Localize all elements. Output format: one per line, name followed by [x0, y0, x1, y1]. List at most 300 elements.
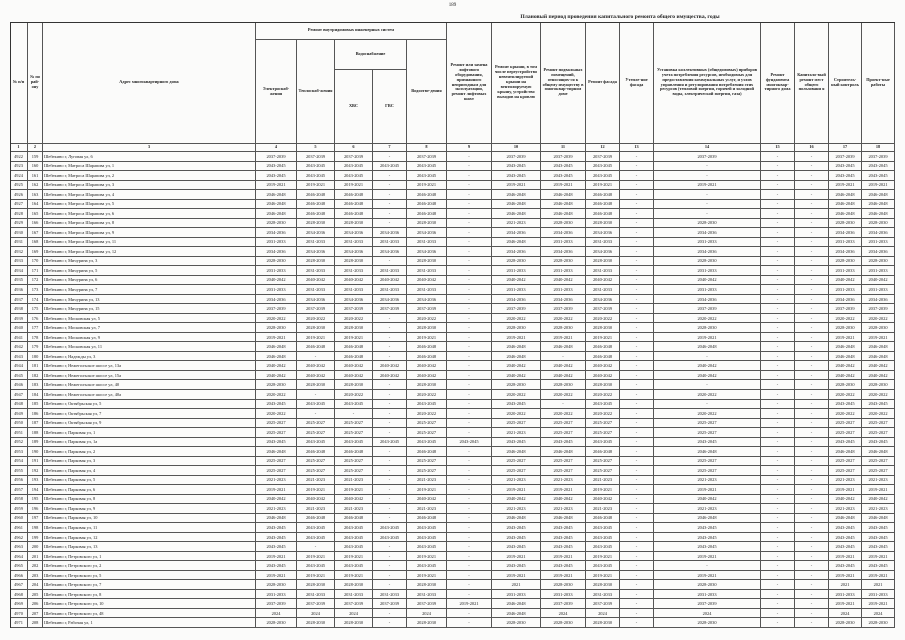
table-cell: 2028-2030 — [256, 219, 297, 229]
table-cell: 2031-2033 — [256, 590, 297, 600]
table-cell: 2043-2045 — [492, 162, 541, 172]
table-cell: 2043-2045 — [492, 438, 541, 448]
table-cell: 2043-2045 — [297, 162, 335, 172]
table-cell: 2037-2039 — [407, 599, 447, 609]
table-cell: 2019-2021 — [492, 552, 541, 562]
table-cell: - — [620, 295, 654, 305]
table-cell: - — [795, 342, 829, 352]
table-cell: 194 — [28, 485, 43, 495]
table-cell: 2043-2045 — [297, 561, 335, 571]
table-cell: 2028-2030 — [654, 323, 761, 333]
table-cell: 2021 — [829, 580, 862, 590]
table-cell: 2031-2033 — [373, 590, 407, 600]
table-cell: 2025-2027 — [256, 419, 297, 429]
column-number: 7 — [373, 144, 407, 152]
table-cell: 4937 — [10, 295, 28, 305]
table-cell: 2020-2022 — [492, 390, 541, 400]
table-cell: - — [761, 419, 795, 429]
table-cell: 2043-2045 — [297, 438, 335, 448]
table-cell: 2031-2033 — [654, 590, 761, 600]
table-cell: - — [620, 200, 654, 210]
table-cell: 2043-2045 — [862, 438, 895, 448]
table-cell: 2040-2042 — [297, 361, 335, 371]
table-cell: 2040-2042 — [541, 371, 586, 381]
table-cell: 2020-2022 — [654, 409, 761, 419]
table-cell: - — [447, 495, 492, 505]
table-cell: 2025-2027 — [297, 466, 335, 476]
table-cell: 2031-2033 — [862, 285, 895, 295]
table-cell: 2019-2021 — [829, 485, 862, 495]
table-cell: 2031-2033 — [297, 285, 335, 295]
table-cell: 2046-2048 — [586, 190, 620, 200]
table-cell: - — [447, 295, 492, 305]
table-cell: 2046-2048 — [256, 200, 297, 210]
table-cell: 2037-2039 — [297, 304, 335, 314]
table-cell: 2040-2042 — [407, 371, 447, 381]
table-cell: 2024 — [654, 609, 761, 619]
table-cell: 2019-2021 — [586, 571, 620, 581]
table-cell: 2040-2042 — [373, 361, 407, 371]
table-cell: - — [447, 457, 492, 467]
header-hot-water: ГВС — [373, 70, 407, 144]
table-cell: - — [620, 533, 654, 543]
table-cell: 2028-2030 — [586, 618, 620, 628]
table-cell: - — [761, 323, 795, 333]
table-cell: 2037-2039 — [256, 599, 297, 609]
table-cell: 2034-2036 — [862, 228, 895, 238]
address-cell: Шебекино г, Матроса Шарапова ул, 12 — [43, 247, 256, 257]
table-cell: 2031-2033 — [373, 285, 407, 295]
table-cell: 2043-2045 — [654, 542, 761, 552]
table-cell: 2021-2023 — [541, 504, 586, 514]
table-cell: - — [761, 523, 795, 533]
table-cell: 2020-2022 — [586, 390, 620, 400]
table-cell: - — [795, 609, 829, 619]
table-cell: 2043-2045 — [829, 400, 862, 410]
table-cell: 200 — [28, 542, 43, 552]
table-cell: - — [620, 276, 654, 286]
address-cell: Шебекино г, Матроса Шарапова ул, 2 — [43, 171, 256, 181]
table-cell: 2040-2042 — [373, 276, 407, 286]
table-cell: 2046-2048 — [297, 514, 335, 524]
address-cell: Шебекино г, Матроса Шарапова ул, 9 — [43, 228, 256, 238]
table-cell: 2025-2027 — [862, 466, 895, 476]
table-cell: 2046-2048 — [586, 342, 620, 352]
table-cell: 2021-2023 — [256, 476, 297, 486]
table-cell: 2028-2030 — [586, 323, 620, 333]
table-cell: 2019-2021 — [586, 485, 620, 495]
table-cell: - — [795, 238, 829, 248]
table-cell: 2028-2030 — [492, 257, 541, 267]
table-cell: 2028-2030 — [492, 323, 541, 333]
table-cell: 197 — [28, 514, 43, 524]
column-number: 4 — [256, 144, 297, 152]
table-cell: 2040-2042 — [335, 361, 373, 371]
column-number: 14 — [654, 144, 761, 152]
table-cell: 4922 — [10, 152, 28, 162]
table-cell: 2028-2030 — [541, 323, 586, 333]
address-cell: Шебекино г, Мичурина ул, 3 — [43, 257, 256, 267]
table-cell: 2020-2022 — [541, 390, 586, 400]
table-cell: 2020-2022 — [829, 314, 862, 324]
table-cell: 2043-2045 — [829, 171, 862, 181]
table-cell: 2019-2021 — [586, 552, 620, 562]
table-cell: 4944 — [10, 361, 28, 371]
table-cell: 2019-2021 — [862, 181, 895, 191]
table-cell: 2019-2021 — [541, 571, 586, 581]
table-cell: 2046-2048 — [862, 190, 895, 200]
address-cell: Шебекино г, Парковая ул, 4 — [43, 466, 256, 476]
table-cell: 2046-2048 — [335, 190, 373, 200]
table-cell: - — [447, 200, 492, 210]
table-cell: 2019-2021 — [407, 571, 447, 581]
table-cell: 2019-2021 — [541, 181, 586, 191]
table-cell: 2028-2030 — [256, 618, 297, 628]
table-cell: 2021-2023 — [492, 504, 541, 514]
table-cell: 180 — [28, 352, 43, 362]
header-cold-water: ХВС — [335, 70, 373, 144]
table-cell: - — [795, 457, 829, 467]
table-cell: 2028-2030 — [297, 580, 335, 590]
table-cell: - — [447, 571, 492, 581]
table-cell: 2031-2033 — [586, 238, 620, 248]
table-cell: - — [373, 171, 407, 181]
table-cell: - — [761, 495, 795, 505]
address-cell: Шебекино г, Парковая ул, 1 — [43, 428, 256, 438]
table-cell: 2028-2030 — [829, 257, 862, 267]
table-cell: 165 — [28, 209, 43, 219]
table-cell: 2028-2030 — [407, 580, 447, 590]
table-cell: 2043-2045 — [586, 400, 620, 410]
table-cell: - — [373, 219, 407, 229]
table-cell: 4941 — [10, 333, 28, 343]
table-cell: 2024 — [541, 609, 586, 619]
table-cell: 2021-2023 — [541, 476, 586, 486]
table-cell: 2046-2048 — [492, 190, 541, 200]
table-cell: 2025-2027 — [586, 428, 620, 438]
address-cell: Шебекино г, Луговая ул, 6 — [43, 152, 256, 162]
table-cell: - — [761, 371, 795, 381]
table-cell: 2040-2042 — [335, 371, 373, 381]
table-cell: - — [761, 400, 795, 410]
table-cell: 2019-2021 — [829, 333, 862, 343]
table-cell: 2031-2033 — [492, 590, 541, 600]
table-cell: - — [620, 542, 654, 552]
table-cell: - — [620, 590, 654, 600]
table-cell: - — [761, 314, 795, 324]
table-cell: 2037-2039 — [335, 152, 373, 162]
table-cell: - — [761, 171, 795, 181]
table-cell: 2043-2045 — [407, 162, 447, 172]
table-cell: 190 — [28, 447, 43, 457]
table-cell: 2046-2048 — [492, 342, 541, 352]
table-cell: - — [761, 618, 795, 628]
address-cell: Шебекино г, Парковая ул, 1а — [43, 438, 256, 448]
table-cell: 4929 — [10, 219, 28, 229]
table-cell: 2028-2030 — [862, 380, 895, 390]
table-cell: 2019-2021 — [862, 571, 895, 581]
table-cell: 4964 — [10, 552, 28, 562]
table-cell: 168 — [28, 238, 43, 248]
table-cell: 2037-2039 — [654, 599, 761, 609]
table-cell: 2043-2045 — [829, 162, 862, 172]
table-cell: 2020-2022 — [256, 390, 297, 400]
table-cell: - — [620, 361, 654, 371]
table-cell: - — [761, 285, 795, 295]
table-cell: 4935 — [10, 276, 28, 286]
header-common-areas: Капитало-вый ремонт мест общего пользовани я — [795, 22, 829, 144]
table-cell: - — [795, 580, 829, 590]
table-cell: - — [373, 514, 407, 524]
table-cell: 2019-2021 — [335, 485, 373, 495]
table-cell: 2040-2042 — [586, 495, 620, 505]
table-caption: Плановый период проведения капитального ремонта общего имущества, годы — [520, 14, 720, 20]
table-cell: - — [620, 342, 654, 352]
column-number: 10 — [492, 144, 541, 152]
table-cell: - — [761, 438, 795, 448]
table-cell: 2043-2045 — [541, 542, 586, 552]
table-cell: 2019-2021 — [407, 333, 447, 343]
table-cell: 2028-2030 — [335, 257, 373, 267]
table-cell: - — [447, 580, 492, 590]
table-cell: - — [447, 247, 492, 257]
table-cell: 2043-2045 — [829, 542, 862, 552]
table-cell: 2034-2036 — [256, 295, 297, 305]
table-cell: 2031-2033 — [586, 590, 620, 600]
table-cell: 2046-2048 — [862, 352, 895, 362]
table-cell: 2043-2045 — [492, 533, 541, 543]
table-cell: 4925 — [10, 181, 28, 191]
table-cell: 2021-2023 — [492, 219, 541, 229]
table-cell: - — [795, 504, 829, 514]
table-cell: 2019-2021 — [256, 552, 297, 562]
table-cell: 2043-2045 — [256, 400, 297, 410]
table-cell: 185 — [28, 400, 43, 410]
table-cell: - — [447, 323, 492, 333]
table-cell: 175 — [28, 304, 43, 314]
table-cell: 4945 — [10, 371, 28, 381]
table-cell: 2031-2033 — [335, 266, 373, 276]
table-cell: 188 — [28, 428, 43, 438]
table-cell: 187 — [28, 419, 43, 429]
table-cell: - — [447, 609, 492, 619]
table-cell: 2034-2036 — [541, 295, 586, 305]
table-cell: - — [297, 409, 335, 419]
table-cell: 2034-2036 — [654, 228, 761, 238]
table-cell: - — [795, 495, 829, 505]
table-cell: 2037-2039 — [297, 152, 335, 162]
table-cell: 2043-2045 — [373, 533, 407, 543]
table-cell: - — [447, 590, 492, 600]
table-cell: 2046-2048 — [862, 209, 895, 219]
table-cell: - — [373, 580, 407, 590]
address-cell: Шебекино г, Петровского ул, 48 — [43, 609, 256, 619]
table-cell: 2021-2023 — [829, 476, 862, 486]
table-cell: 2043-2045 — [862, 171, 895, 181]
table-cell: - — [761, 609, 795, 619]
table-cell: - — [373, 542, 407, 552]
table-cell: 2019-2021 — [492, 333, 541, 343]
table-cell: 2037-2039 — [541, 599, 586, 609]
table-cell: 2021-2023 — [407, 476, 447, 486]
table-cell: 192 — [28, 466, 43, 476]
table-cell: 2040-2042 — [407, 276, 447, 286]
table-cell: - — [795, 561, 829, 571]
table-cell: - — [447, 390, 492, 400]
table-cell: - — [761, 219, 795, 229]
table-cell: 2046-2048 — [407, 352, 447, 362]
table-cell: 2034-2036 — [297, 295, 335, 305]
table-cell: 2021-2023 — [407, 504, 447, 514]
table-cell: 2046-2048 — [862, 447, 895, 457]
table-cell: 2021-2023 — [492, 428, 541, 438]
table-cell: - — [335, 409, 373, 419]
table-cell: 2031-2033 — [335, 238, 373, 248]
table-cell: - — [620, 504, 654, 514]
table-cell: 160 — [28, 162, 43, 172]
address-cell: Шебекино г, Московская ул, 11 — [43, 342, 256, 352]
table-cell: 167 — [28, 228, 43, 238]
header-water-supply: Водоснабжение — [335, 40, 407, 70]
table-cell: - — [373, 190, 407, 200]
table-cell: 2037-2039 — [829, 152, 862, 162]
table-cell: 2021-2023 — [586, 504, 620, 514]
address-cell: Шебекино г, Московская ул, 9 — [43, 333, 256, 343]
table-cell: - — [447, 285, 492, 295]
table-cell: 2040-2042 — [297, 276, 335, 286]
table-cell: 2031-2033 — [829, 285, 862, 295]
table-cell: - — [761, 181, 795, 191]
table-cell: 2043-2045 — [256, 171, 297, 181]
table-cell: 2025-2027 — [586, 457, 620, 467]
table-cell: 2046-2048 — [586, 200, 620, 210]
table-cell: - — [447, 504, 492, 514]
table-cell: - — [795, 162, 829, 172]
table-cell: - — [795, 476, 829, 486]
table-cell: - — [795, 533, 829, 543]
table-cell: 2043-2045 — [335, 542, 373, 552]
table-cell: 182 — [28, 371, 43, 381]
table-cell: 2028-2030 — [407, 380, 447, 390]
table-cell: 2040-2042 — [586, 361, 620, 371]
table-cell: 2019-2021 — [335, 181, 373, 191]
address-cell: Шебекино г, Мичурина ул, 15 — [43, 304, 256, 314]
table-cell: 2046-2048 — [407, 447, 447, 457]
table-cell: 2043-2045 — [586, 533, 620, 543]
table-cell: 195 — [28, 495, 43, 505]
page-number: 189 — [448, 3, 457, 8]
table-cell: 2019-2021 — [335, 571, 373, 581]
table-cell: 2025-2027 — [256, 428, 297, 438]
table-cell: - — [620, 171, 654, 181]
table-cell: - — [795, 314, 829, 324]
table-cell: 2043-2045 — [256, 561, 297, 571]
table-cell: 2043-2045 — [407, 438, 447, 448]
table-cell: 2019-2021 — [297, 571, 335, 581]
table-cell: 2020-2022 — [335, 390, 373, 400]
table-cell: - — [795, 152, 829, 162]
column-number: 17 — [829, 144, 862, 152]
table-cell: 2031-2033 — [297, 590, 335, 600]
table-cell: - — [447, 209, 492, 219]
table-cell: - — [620, 552, 654, 562]
table-cell: 2046-2048 — [297, 190, 335, 200]
table-cell: 2025-2027 — [541, 466, 586, 476]
table-cell: 2034-2036 — [654, 247, 761, 257]
table-cell: 2046-2048 — [862, 200, 895, 210]
table-cell: 2028-2030 — [541, 380, 586, 390]
table-cell: 2019-2021 — [297, 552, 335, 562]
table-cell: 2040-2042 — [335, 276, 373, 286]
table-cell: 2021 — [492, 580, 541, 590]
table-cell: 4953 — [10, 447, 28, 457]
table-cell: 2034-2036 — [373, 228, 407, 238]
table-cell: 2028-2030 — [335, 580, 373, 590]
table-cell: - — [620, 438, 654, 448]
table-cell: 2028-2030 — [862, 323, 895, 333]
table-cell: 2043-2045 — [541, 523, 586, 533]
table-cell: 162 — [28, 181, 43, 191]
table-cell: 2019-2021 — [654, 485, 761, 495]
table-cell: 2028-2030 — [654, 618, 761, 628]
table-cell: 2043-2045 — [586, 162, 620, 172]
table-cell: - — [447, 428, 492, 438]
table-cell: 2040-2042 — [862, 495, 895, 505]
address-cell: Шебекино г, Петровского ул, 5 — [43, 571, 256, 581]
table-cell: 2040-2042 — [829, 361, 862, 371]
table-cell: 2043-2045 — [654, 438, 761, 448]
column-number: 2 — [28, 144, 43, 152]
table-cell: 2043-2045 — [256, 523, 297, 533]
table-cell: 2037-2039 — [829, 304, 862, 314]
table-cell: - — [620, 209, 654, 219]
table-cell: 203 — [28, 571, 43, 581]
address-cell: Шебекино г, Мичурина ул, 5 — [43, 266, 256, 276]
table-cell: 2046-2048 — [256, 190, 297, 200]
table-cell: - — [795, 371, 829, 381]
table-cell: 4958 — [10, 495, 28, 505]
table-cell: 2025-2027 — [335, 419, 373, 429]
repair-schedule-table — [10, 22, 895, 628]
table-cell: - — [447, 400, 492, 410]
table-cell: 161 — [28, 171, 43, 181]
table-cell: 2037-2039 — [492, 304, 541, 314]
table-cell: - — [761, 466, 795, 476]
table-cell: 2019-2021 — [407, 485, 447, 495]
table-cell: 2028-2030 — [829, 380, 862, 390]
table-cell: 2037-2039 — [297, 599, 335, 609]
table-cell: 4963 — [10, 542, 28, 552]
table-cell: 2040-2042 — [407, 361, 447, 371]
table-cell: 4966 — [10, 571, 28, 581]
table-cell: 2021-2023 — [492, 476, 541, 486]
table-cell: 2043-2045 — [862, 523, 895, 533]
table-cell: - — [620, 485, 654, 495]
table-cell: - — [620, 228, 654, 238]
table-cell: - — [795, 599, 829, 609]
table-cell: 2034-2036 — [862, 247, 895, 257]
table-cell: - — [447, 523, 492, 533]
table-cell: 2024 — [335, 609, 373, 619]
table-cell: 2019-2021 — [829, 599, 862, 609]
table-cell: 2034-2036 — [862, 295, 895, 305]
table-cell: - — [761, 476, 795, 486]
column-number: 16 — [795, 144, 829, 152]
table-cell: 4946 — [10, 380, 28, 390]
table-cell: 186 — [28, 409, 43, 419]
table-cell: - — [620, 495, 654, 505]
table-cell: - — [761, 228, 795, 238]
